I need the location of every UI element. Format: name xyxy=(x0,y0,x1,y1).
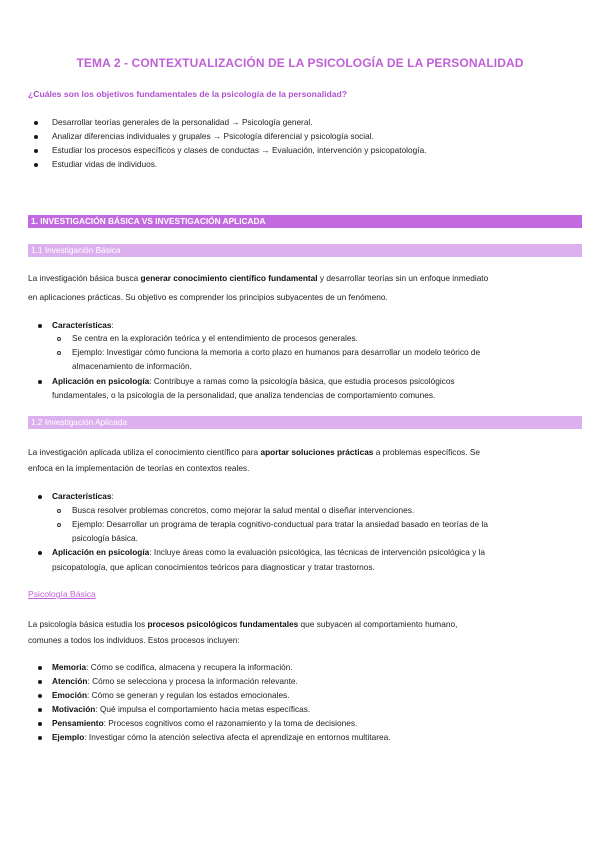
list-item: Analizar diferencias individuales y grupales → Psicología diferencial y psicología social. xyxy=(52,131,374,141)
bullet-icon xyxy=(34,135,38,139)
text-span: La psicología básica estudia los xyxy=(28,619,148,629)
aplicada-sub2: Ejemplo: Desarrollar un programa de terapia cognitivo-conductual para tratar la ansiedad basado en teorías de la xyxy=(72,519,489,529)
list-item: Estudiar vidas de individuos. xyxy=(52,159,158,169)
bullet-icon xyxy=(34,149,38,153)
basica-aplicacion-line2: fundamentales, o la psicología de la personalidad, que analiza tendencias de comportamiento comunes. xyxy=(52,390,436,400)
bold-text: Emoción xyxy=(52,690,88,700)
subsection-heading-basica: 1.1 Investigación Básica xyxy=(28,244,582,257)
list-item xyxy=(52,703,310,715)
list-item xyxy=(52,731,391,743)
bullet-icon xyxy=(38,495,42,499)
text-span: : Cómo se generan y regulan los estados emocionales. xyxy=(87,690,290,700)
aplicada-caracteristicas xyxy=(52,490,114,502)
bullet-icon xyxy=(38,380,42,384)
objectives-question: ¿Cuáles son los objetivos fundamentales de la psicología de la personalidad? xyxy=(28,89,347,99)
list-item xyxy=(52,661,293,673)
text-span: : Incluye áreas como la evaluación psicológica, las técnicas de intervención psicológica y la xyxy=(149,547,486,557)
bold-text: generar conocimiento científico fundamental xyxy=(140,273,318,283)
bold-text: procesos psicológicos fundamentales xyxy=(147,619,299,629)
circle-bullet-icon xyxy=(57,509,61,513)
list-item xyxy=(52,675,298,687)
aplicada-intro xyxy=(28,446,588,458)
bullet-icon xyxy=(34,163,38,167)
bullet-icon xyxy=(38,708,42,712)
bold-text: Aplicación en psicología xyxy=(52,376,150,386)
bold-text: Memoria xyxy=(52,662,87,672)
bold-text: Características xyxy=(52,491,112,501)
list-item xyxy=(52,689,290,701)
bold-text: Atención xyxy=(52,676,88,686)
bold-text: aportar soluciones prácticas xyxy=(260,447,374,457)
bold-text: Aplicación en psicología xyxy=(52,547,150,557)
text-span: y desarrollar teorías sin un enfoque inmediato xyxy=(317,273,489,283)
aplicada-intro-line2: enfoca en la implementación de teorías en contextos reales. xyxy=(28,463,250,473)
psico-basica-intro xyxy=(28,618,588,630)
text-span: a problemas específicos. Se xyxy=(373,447,480,457)
section-heading-1: 1. INVESTIGACIÓN BÁSICA VS INVESTIGACIÓN APLICADA xyxy=(28,215,582,228)
basica-intro-line2: en aplicaciones prácticas. Su objetivo es comprender los principios subyacentes de un fenómeno. xyxy=(28,292,388,302)
bold-text: Pensamiento xyxy=(52,718,104,728)
text-span: La investigación básica busca xyxy=(28,273,141,283)
basica-intro xyxy=(28,272,588,284)
list-item: Desarrollar teorías generales de la personalidad → Psicología general. xyxy=(52,117,313,127)
bullet-icon xyxy=(38,736,42,740)
text-span: que subyacen al comportamiento humano, xyxy=(298,619,458,629)
bold-text: Ejemplo xyxy=(52,732,85,742)
bold-text: Características xyxy=(52,320,112,330)
basica-caracteristicas xyxy=(52,319,114,331)
basica-sub2: Ejemplo: Investigar cómo funciona la memoria a corto plazo en humanos para desarrollar un modelo teórico de xyxy=(72,347,481,357)
psico-basica-intro-line2: comunes a todos los individuos. Estos procesos incluyen: xyxy=(28,635,240,645)
aplicada-sub1: Busca resolver problemas concretos, como mejorar la salud mental o diseñar intervenciones. xyxy=(72,505,415,515)
bullet-icon xyxy=(38,722,42,726)
psicologia-basica-link[interactable]: Psicología Básica xyxy=(28,589,96,599)
bullet-icon xyxy=(38,666,42,670)
subsection-heading-aplicada: 1.2 Investigación Aplicada xyxy=(28,416,582,429)
basica-sub2-line2: almacenamiento de información. xyxy=(72,361,192,371)
basica-sub1: Se centra en la exploración teórica y el entendimiento de procesos generales. xyxy=(72,333,358,343)
text-span: : Procesos cognitivos como el razonamiento y la toma de decisiones. xyxy=(103,718,358,728)
bold-text: Motivación xyxy=(52,704,96,714)
list-item: Estudiar los procesos específicos y clases de conductas → Evaluación, intervención y psicopatología. xyxy=(52,145,427,155)
page-title: TEMA 2 - CONTEXTUALIZACIÓN DE LA PSICOLOGÍA DE LA PERSONALIDAD xyxy=(76,56,524,70)
aplicada-sub2-line2: psicología básica. xyxy=(72,533,138,543)
bullet-icon xyxy=(38,551,42,555)
text-span: : Cómo se selecciona y procesa la información relevante. xyxy=(87,676,298,686)
text-span: : xyxy=(111,320,114,330)
bullet-icon xyxy=(34,121,38,125)
list-item xyxy=(52,717,357,729)
text-span: : Cómo se codifica, almacena y recupera la información. xyxy=(86,662,293,672)
circle-bullet-icon xyxy=(57,351,61,355)
circle-bullet-icon xyxy=(57,523,61,527)
basica-aplicacion xyxy=(52,375,455,387)
text-span: : Contribuye a ramas como la psicología básica, que estudia procesos psicológicos xyxy=(149,376,455,386)
text-span: : Qué impulsa el comportamiento hacia metas específicas. xyxy=(95,704,311,714)
circle-bullet-icon xyxy=(57,337,61,341)
aplicada-aplicacion xyxy=(52,546,485,558)
text-span: : xyxy=(111,491,114,501)
aplicada-aplicacion-line2: psicopatología, que aplican conocimientos teóricos para diagnosticar y tratar trastornos. xyxy=(52,562,375,572)
bullet-icon xyxy=(38,680,42,684)
text-span: La investigación aplicada utiliza el conocimiento científico para xyxy=(28,447,261,457)
text-span: : Investigar cómo la atención selectiva afecta el aprendizaje en entornos multitarea. xyxy=(84,732,391,742)
bullet-icon xyxy=(38,324,42,328)
bullet-icon xyxy=(38,694,42,698)
